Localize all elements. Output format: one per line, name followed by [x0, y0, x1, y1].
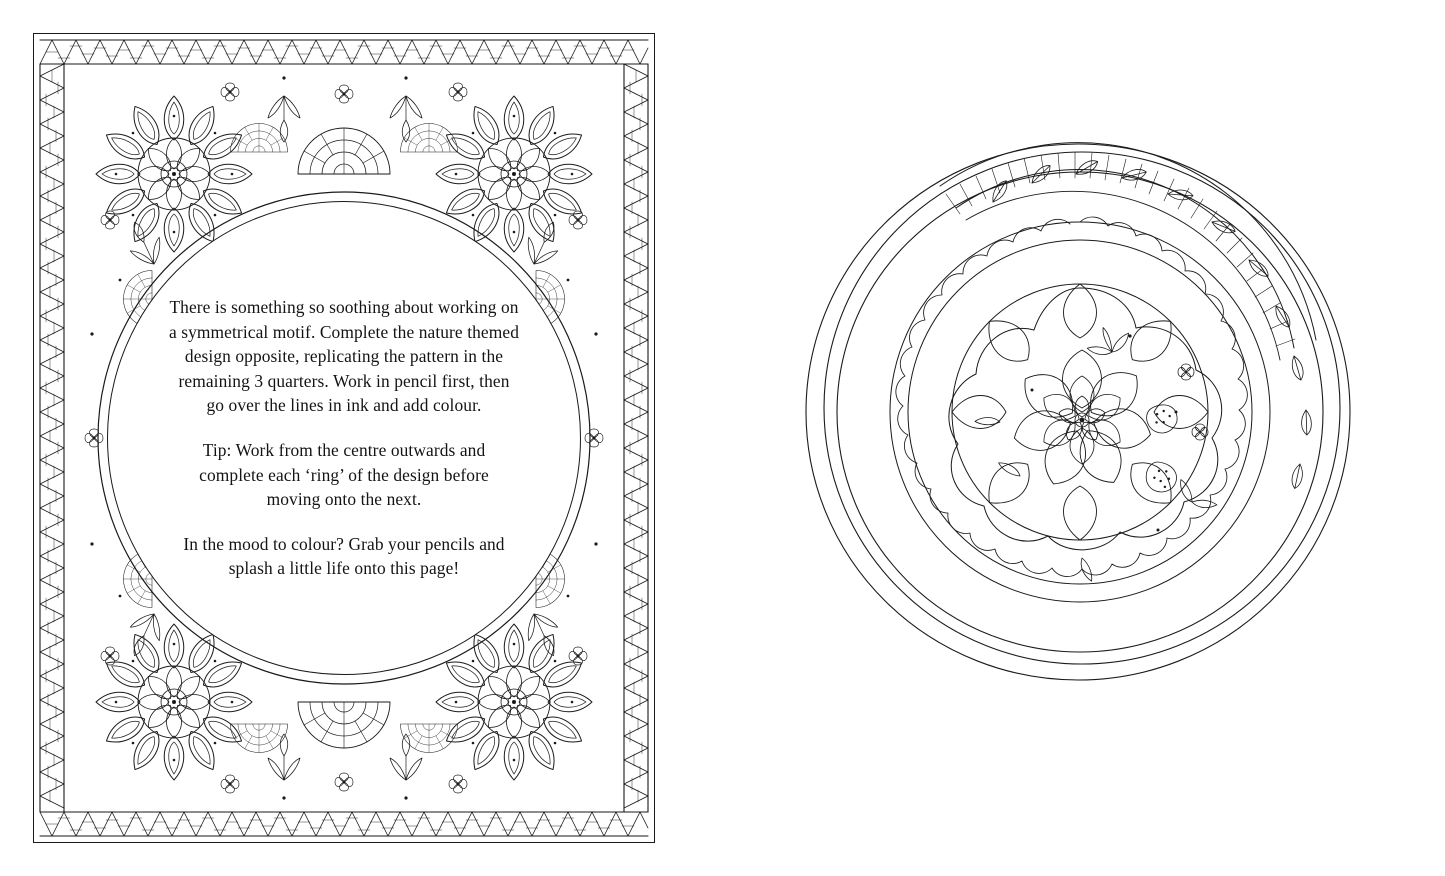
- small-flower-8: [585, 429, 603, 447]
- small-flower-11: [221, 775, 239, 793]
- small-fan-top-left: [230, 123, 287, 152]
- corner-mandala-bottom-right: [436, 624, 592, 780]
- leaf-spray-bottom-left: [120, 607, 168, 662]
- instruction-paragraph-1: There is something so soothing about working on a symmetrical motif. Complete the nature themed design opposite, replicating the pattern in the remaining 3 quarters. Work in pencil first, then go over the lines in ink and add colour.: [169, 297, 519, 416]
- dotted-teardrop-motifs: [1142, 403, 1181, 497]
- instruction-text: [168, 295, 520, 580]
- leaf-spray-bottom-centre: [268, 734, 300, 780]
- outer-sketch-rings: [806, 144, 1350, 680]
- edge-fan-top: [298, 128, 390, 174]
- centre-leaf-sprigs: [975, 320, 1217, 581]
- left-page: [33, 33, 655, 843]
- small-fan-bottom-left: [230, 724, 287, 753]
- activity-mandala-art: [760, 90, 1400, 730]
- instruction-paragraph-3: In the mood to colour? Grab your pencils and splash a little life onto this page!: [183, 533, 505, 579]
- leaf-spray-top-centre: [268, 96, 300, 142]
- centre-flower: [1009, 350, 1154, 492]
- leaf-spray-top-right: [519, 216, 567, 271]
- right-page: [760, 90, 1400, 730]
- small-flower-10: [449, 83, 467, 101]
- small-flower-12: [449, 775, 467, 793]
- edge-fan-bottom: [298, 702, 390, 748]
- instruction-paragraph-2: Tip: Work from the centre outwards and complete each ‘ring’ of the design before moving onto the next.: [199, 440, 489, 510]
- small-flower-6: [335, 773, 353, 791]
- small-flower-9: [221, 83, 239, 101]
- corner-mandala-top-right: [436, 96, 592, 252]
- corner-mandala-top-left: [96, 96, 252, 252]
- small-flower-5: [335, 85, 353, 103]
- small-flower-7: [85, 429, 103, 447]
- hatched-arc-band: [940, 143, 1316, 348]
- scallop-ring: [890, 217, 1270, 602]
- petal-ring: [952, 284, 1208, 540]
- instruction-text-circle: [107, 201, 581, 675]
- leaf-spray-top-left: [120, 216, 168, 271]
- leaf-arc-band: [966, 157, 1312, 489]
- leaf-spray-bottom-right: [519, 607, 567, 662]
- corner-mandala-bottom-left: [96, 624, 252, 780]
